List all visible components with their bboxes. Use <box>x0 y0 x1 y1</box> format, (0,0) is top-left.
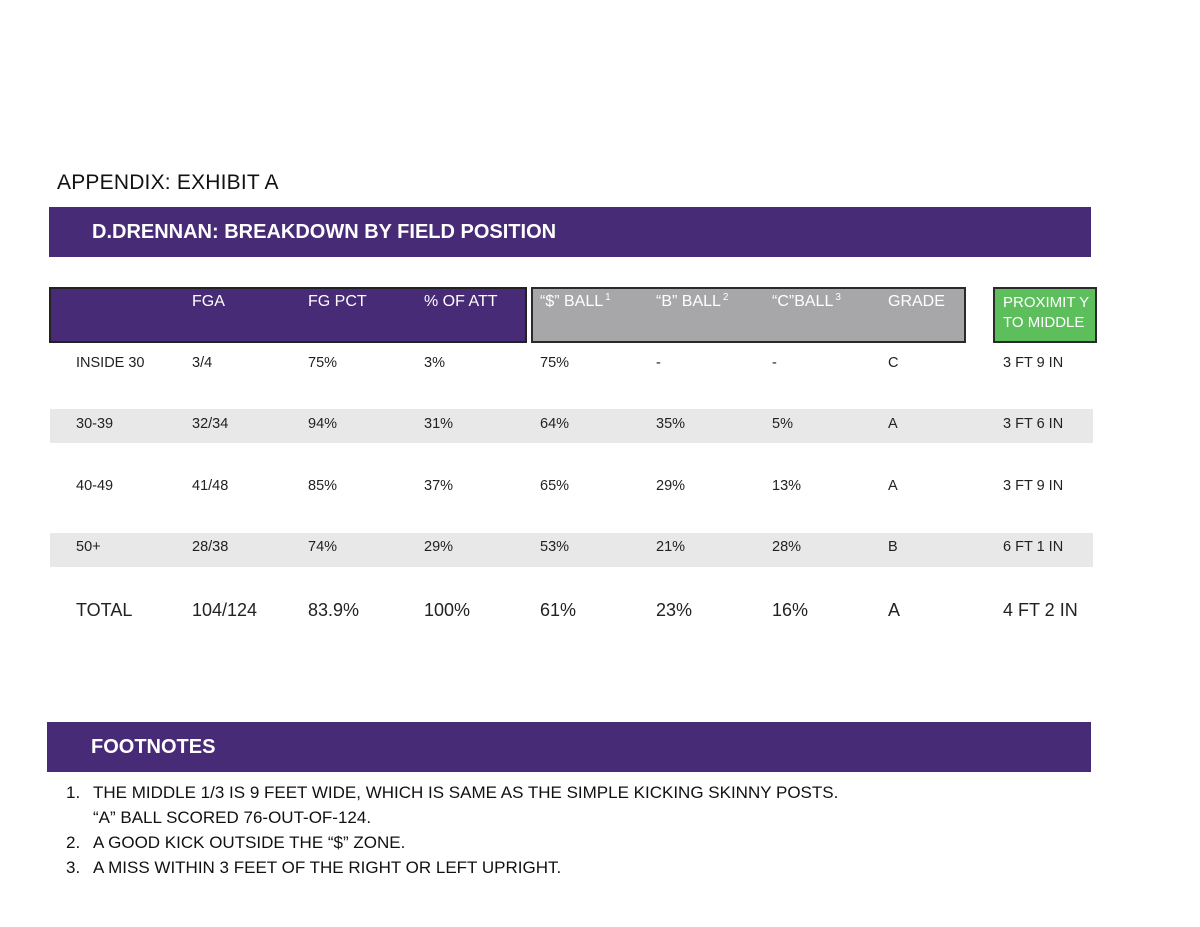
cell-b-ball: - <box>656 355 661 371</box>
header-fga: FGA <box>192 293 225 310</box>
header-grade: GRADE <box>888 293 945 310</box>
cell-range: 40-49 <box>76 478 114 494</box>
header-c-ball: “C”BALL $^3$ <box>772 292 841 310</box>
cell-proximity: 3 FT 9 IN <box>1003 478 1064 494</box>
cell-pct-att: 37% <box>424 478 454 494</box>
footnote-number: 3. <box>66 858 81 877</box>
header-b-ball: “B” BALL $^2$ <box>656 292 729 310</box>
cell-s-ball: 53% <box>540 539 570 555</box>
footnote-ref-2: 2 <box>722 292 729 303</box>
cell-c-ball: 5% <box>772 416 793 432</box>
header-fg-pct: FG PCT <box>308 293 367 310</box>
cell-fg-pct: 85% <box>308 478 338 494</box>
cell-c-ball: 13% <box>772 478 802 494</box>
cell-pct-att: 29% <box>424 539 454 555</box>
footnote-ref-3: 3 <box>835 292 841 303</box>
cell-fga: 3/4 <box>192 355 213 371</box>
cell-c-ball: 16% <box>772 600 809 620</box>
cell-c-ball: - <box>772 355 777 371</box>
cell-grade: C <box>888 355 899 371</box>
cell-s-ball: 61% <box>540 600 577 620</box>
cell-proximity: 6 FT 1 IN <box>1003 539 1064 555</box>
cell-c-ball: 28% <box>772 539 802 555</box>
header-pct-of-att: % OF ATT <box>424 293 498 310</box>
cell-b-ball: 35% <box>656 416 686 432</box>
cell-fg-pct: 94% <box>308 416 338 432</box>
cell-proximity: 3 FT 6 IN <box>1003 416 1064 432</box>
cell-pct-att: 3% <box>424 355 445 371</box>
cell-s-ball: 64% <box>540 416 570 432</box>
cell-b-ball: 29% <box>656 478 686 494</box>
cell-range: 30-39 <box>76 416 114 432</box>
cell-grade: A <box>888 416 898 432</box>
cell-fga: 32/34 <box>192 416 229 432</box>
cell-fga: 28/38 <box>192 539 229 555</box>
header-proximity: PROXIMIT Y TO MIDDLE <box>1003 294 1090 331</box>
cell-fg-pct: 75% <box>308 355 338 371</box>
cell-fg-pct: 74% <box>308 539 338 555</box>
cell-pct-att: 31% <box>424 416 454 432</box>
cell-fga: 41/48 <box>192 478 229 494</box>
cell-fga: 104/124 <box>192 600 258 620</box>
footnote-text: A MISS WITHIN 3 FEET OF THE RIGHT OR LEFT UPRIGHT. <box>93 858 562 877</box>
cell-s-ball: 65% <box>540 478 570 494</box>
footnote-number: 2. <box>66 833 81 852</box>
cell-fg-pct: 83.9% <box>308 600 360 620</box>
cell-range: TOTAL <box>76 600 133 620</box>
footnote-item <box>66 830 966 855</box>
cell-grade: B <box>888 539 898 555</box>
footnote-item <box>66 855 966 880</box>
footnotes-list <box>66 780 966 880</box>
cell-proximity: 3 FT 9 IN <box>1003 355 1064 371</box>
cell-b-ball: 23% <box>656 600 693 620</box>
header-s-ball: “$” BALL $^1$ <box>540 292 611 310</box>
footnote-number: 1. <box>66 783 81 802</box>
cell-grade: A <box>888 600 901 620</box>
cell-range: INSIDE 30 <box>76 355 145 371</box>
footnotes-title: FOOTNOTES <box>91 735 216 758</box>
footnote-text: A GOOD KICK OUTSIDE THE “$” ZONE. <box>93 833 406 852</box>
appendix-title: APPENDIX: EXHIBIT A <box>57 171 279 194</box>
footnote-item <box>66 780 966 830</box>
section-title: D.DRENNAN: BREAKDOWN BY FIELD POSITION <box>92 220 557 243</box>
footnote-ref-1: 1 <box>605 292 611 303</box>
cell-b-ball: 21% <box>656 539 686 555</box>
cell-proximity: 4 FT 2 IN <box>1003 600 1078 620</box>
cell-range: 50+ <box>76 539 101 555</box>
section-banner <box>49 207 1091 257</box>
footnote-text: THE MIDDLE 1/3 IS 9 FEET WIDE, WHICH IS SAME AS THE SIMPLE KICKING SKINNY POSTS. <box>93 783 839 802</box>
cell-s-ball: 75% <box>540 355 570 371</box>
cell-pct-att: 100% <box>424 600 471 620</box>
cell-grade: A <box>888 478 898 494</box>
footnote-text: “A” BALL SCORED 76-OUT-OF-124. <box>93 808 372 827</box>
footnotes-banner <box>47 722 1091 772</box>
